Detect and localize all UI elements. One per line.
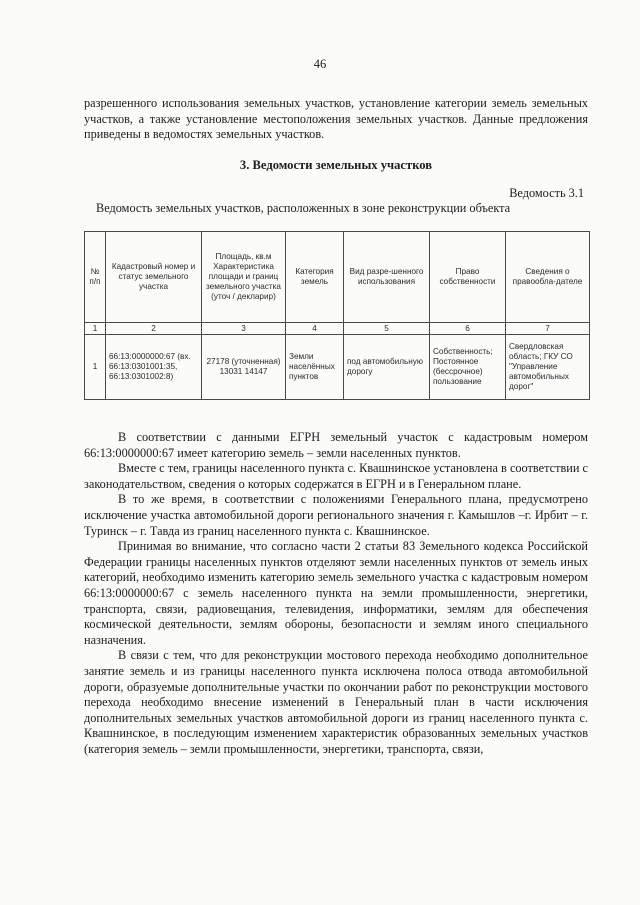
header-cell: Сведения о правообла-дателе (506, 232, 590, 323)
land-plots-table (84, 231, 590, 400)
intro-block (84, 96, 588, 143)
body-text (84, 430, 588, 757)
permitted-use-cell: под автомобильную дорогу (344, 335, 430, 400)
area-cell: 27178 (уточненная) 13031 14147 (202, 335, 286, 400)
row-number: 1 (85, 335, 106, 400)
land-category-cell: Земли населённых пунктов (286, 335, 344, 400)
ownership-right-cell: Собственность; Постоянное (бессрочное) пользование (430, 335, 506, 400)
table-header-row (85, 232, 590, 323)
header-cell: Площадь, кв.м Характеристика площади и границ земельного участка (уточ / декларир) (202, 232, 286, 323)
header-cell: Право собственности (430, 232, 506, 323)
page-number: 46 (313, 57, 327, 71)
column-number: 3 (202, 323, 286, 335)
column-number: 4 (286, 323, 344, 335)
column-number: 1 (85, 323, 106, 335)
section-heading: 3. Ведомости земельных участков (239, 158, 433, 172)
right-holder-cell: Свердловская область; ГКУ СО "Управление автомобильных дорог" (506, 335, 590, 400)
header-cell: Категория земель (286, 232, 344, 323)
header-cell: № п/п (85, 232, 106, 323)
body-paragraph: Вместе с тем, границы населенного пункта с. Квашнинское установлена в соответствии с законодательством, сведения о которых содержатся в ЕГРН и в Генеральном плане. (84, 461, 588, 491)
table-row (85, 335, 590, 400)
column-number: 7 (506, 323, 590, 335)
column-number: 5 (344, 323, 430, 335)
column-number: 6 (430, 323, 506, 335)
column-number: 2 (106, 323, 202, 335)
column-number-row (85, 323, 590, 335)
header-cell: Кадастровый номер и статус земельного участка (106, 232, 202, 323)
body-paragraph: В связи с тем, что для реконструкции мостового перехода необходимо дополнительное занятие земель и из границы населенного пункта исключена полоса отвода автомобильной дороги, образуемые дополнительные участки по окончании работ по реконструкции мостового перехода необходимо внесение изменений в Генеральный план в части исключения дополнительных земельных участков автомобильной дороги из границ населенного пункта с. Квашнинское, в последующим изменением характеристик образованных земельных участков (категория земель – земли промышленности, энергетики, транспорта, связи, (84, 648, 588, 756)
header-cell: Вид разре-шенного использования (344, 232, 430, 323)
vedomost-number: Ведомость 3.1 (509, 186, 584, 200)
body-paragraph: В соответствии с данными ЕГРН земельный участок с кадастровым номером 66:13:0000000:67 имеет категорию земель – земли населенных пунктов. (84, 430, 588, 460)
vedomost-title: Ведомость земельных участков, расположенных в зоне реконструкции объекта (96, 201, 511, 215)
cadastral-number-cell: 66:13:0000000:67 (вх. 66:13:0301001:35, 66:13:0301002:8) (106, 335, 202, 400)
intro-paragraph: разрешенного использования земельных участков, установление категории земель земельных участков, а также установление местоположения земельных участков. Данные предложения приведены в ведомостях земельных участков. (84, 96, 588, 142)
body-paragraph: Принимая во внимание, что согласно части 2 статьи 83 Земельного кодекса Российской Федерации границы населенных пунктов отделяют земли населенных пунктов от земель иных категорий, необходимо изменить категорию земель земельного участка с кадастровым номером 66:13:0000000:67 с земель населенного пункта на земли промышленности, энергетики, транспорта, связи, радиовещания, телевидения, информатики, землям для обеспечения космической деятельности, землям обороны, безопасности и землям иного специального назначения. (84, 539, 588, 647)
body-paragraph: В то же время, в соответствии с положениями Генерального плана, предусмотрено исключение участка автомобильной дороги регионального значения г. Камышлов –г. Ирбит – г. Туринск – г. Тавда из границ населенного пункта с. Квашнинское. (84, 492, 588, 538)
